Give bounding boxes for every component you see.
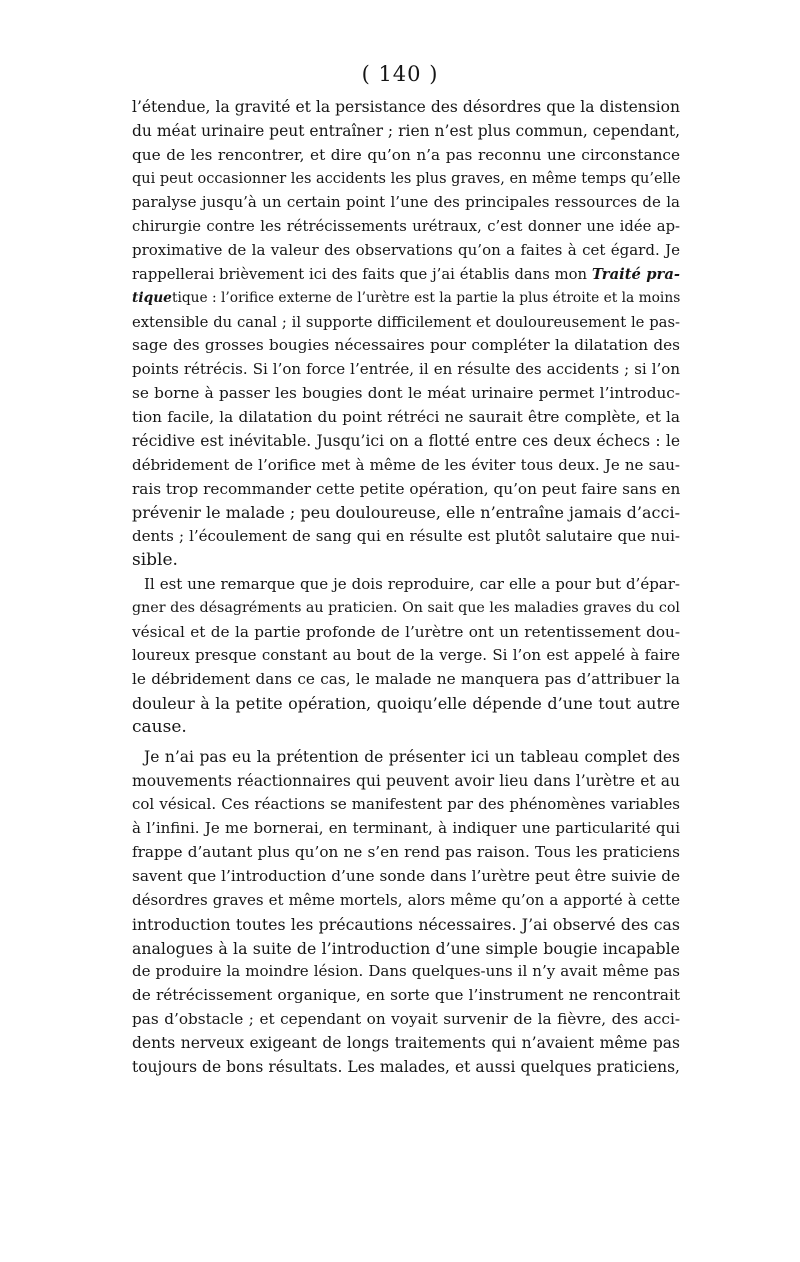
text-line: cause. xyxy=(132,716,187,737)
text-line: prévenir le malade ; peu douloureuse, elle n’entraîne jamais d’acci- xyxy=(132,503,680,523)
text-line-with-title xyxy=(132,263,680,287)
text-line: proximative de la valeur des observations qu’on a faites à cet égard. Je xyxy=(132,241,680,260)
text-line: qui peut occasionner les accidents les plus graves, en même temps qu’elle xyxy=(132,170,681,187)
text-line: analogues à la suite de l’introduction d’une simple bougie incapable xyxy=(132,938,680,958)
text-line: le débridement dans ce cas, le malade ne manquera pas d’attribuer la xyxy=(132,670,680,689)
text-line: chirurgie contre les rétrécissements urétraux, c’est donner une idée ap- xyxy=(132,218,680,236)
text-line-with-title xyxy=(132,287,680,311)
text-line: douleur à la petite opération, quoiqu’elle dépende d’une tout autre xyxy=(132,694,680,714)
body-text xyxy=(132,96,680,1080)
text-line: dents ; l’écoulement de sang qui en résulte est plutôt salutaire que nui- xyxy=(132,527,680,546)
text-line: récidive est inévitable. Jusqu’ici on a flotté entre ces deux échecs : le xyxy=(132,431,680,450)
text-line: vésical et de la partie profonde de l’urètre ont un retentissement dou- xyxy=(132,622,680,641)
text-line: extensible du canal ; il supporte difficilement et douloureusement le pas- xyxy=(132,313,680,331)
text-line: mouvements réactionnaires qui peuvent avoir lieu dans l’urètre et au xyxy=(132,771,680,790)
text-line: désordres graves et même mortels, alors même qu’on a apporté à cette xyxy=(132,890,680,909)
text-line: rais trop recommander cette petite opération, qu’on peut faire sans en xyxy=(132,479,681,498)
text-line: se borne à passer les bougies dont le méat urinaire permet l’introduc- xyxy=(132,384,680,403)
text-line: dents nerveux exigeant de longs traitements qui n’avaient même pas xyxy=(132,1033,680,1052)
text-line: de rétrécissement organique, en sorte que l’instrument ne rencontrait xyxy=(132,986,680,1005)
book-title: tique xyxy=(132,289,172,306)
text-line: pas d’obstacle ; et cependant on voyait survenir de la fièvre, des acci- xyxy=(132,1010,680,1029)
text-line: l’étendue, la gravité et la persistance des désordres que la distension xyxy=(132,98,680,116)
text-line: du méat urinaire peut entraîner ; rien n’est plus commun, cependant, xyxy=(132,121,680,140)
text-line: sage des grosses bougies nécessaires pour compléter la dilatation des xyxy=(132,336,680,355)
text-line: col vésical. Ces réactions se manifestent par des phénomènes variables xyxy=(132,795,680,814)
text-line: savent que l’introduction d’une sonde dans l’urètre peut être suivie de xyxy=(132,867,680,885)
text-line: de produire la moindre lésion. Dans quelques-uns il n’y avait même pas xyxy=(132,962,680,981)
paragraph-1 xyxy=(132,96,680,573)
page-number: ( 140 ) xyxy=(361,62,439,86)
text-line: que de les rencontrer, et dire qu’on n’a pas reconnu une circonstance xyxy=(132,145,680,164)
text-line: Il est une remarque que je dois reproduire, car elle a pour but d’épar- xyxy=(144,574,680,593)
book-title: Traité pra- xyxy=(591,265,680,283)
text-line: sible. xyxy=(132,550,178,571)
text-line: à l’infini. Je me bornerai, en terminant, à indiquer une particularité qui xyxy=(132,819,680,838)
paragraph-2 xyxy=(132,573,680,740)
text-segment: rappellerai brièvement ici des faits que j’ai établis dans mon xyxy=(132,265,592,283)
text-line: gner des désagréments au praticien. On sait que les maladies graves du col xyxy=(132,599,680,616)
text-line: Je n’ai pas eu la prétention de présenter ici un tableau complet des xyxy=(144,747,680,766)
text-line: loureux presque constant au bout de la verge. Si l’on est appelé à faire xyxy=(132,646,680,665)
text-line: introduction toutes les précautions nécessaires. J’ai observé des cas xyxy=(132,914,680,934)
text-line: paralyse jusqu’à un certain point l’une des principales ressources de la xyxy=(132,193,680,212)
text-line: frappe d’autant plus qu’on ne s’en rend pas raison. Tous les praticiens xyxy=(132,843,680,862)
paragraph-3 xyxy=(132,746,680,1080)
text-segment: tique : l’orifice externe de l’urètre est la partie la plus étroite et la moins xyxy=(171,289,681,306)
text-line: débridement de l’orifice met à même de les éviter tous deux. Je ne sau- xyxy=(132,455,680,474)
text-line: toujours de bons résultats. Les malades, et aussi quelques praticiens, xyxy=(132,1057,680,1076)
text-line: points rétrécis. Si l’on force l’entrée, il en résulte des accidents ; si l’on xyxy=(132,360,680,379)
text-line: tion facile, la dilatation du point rétréci ne saurait être complète, et la xyxy=(132,407,680,426)
